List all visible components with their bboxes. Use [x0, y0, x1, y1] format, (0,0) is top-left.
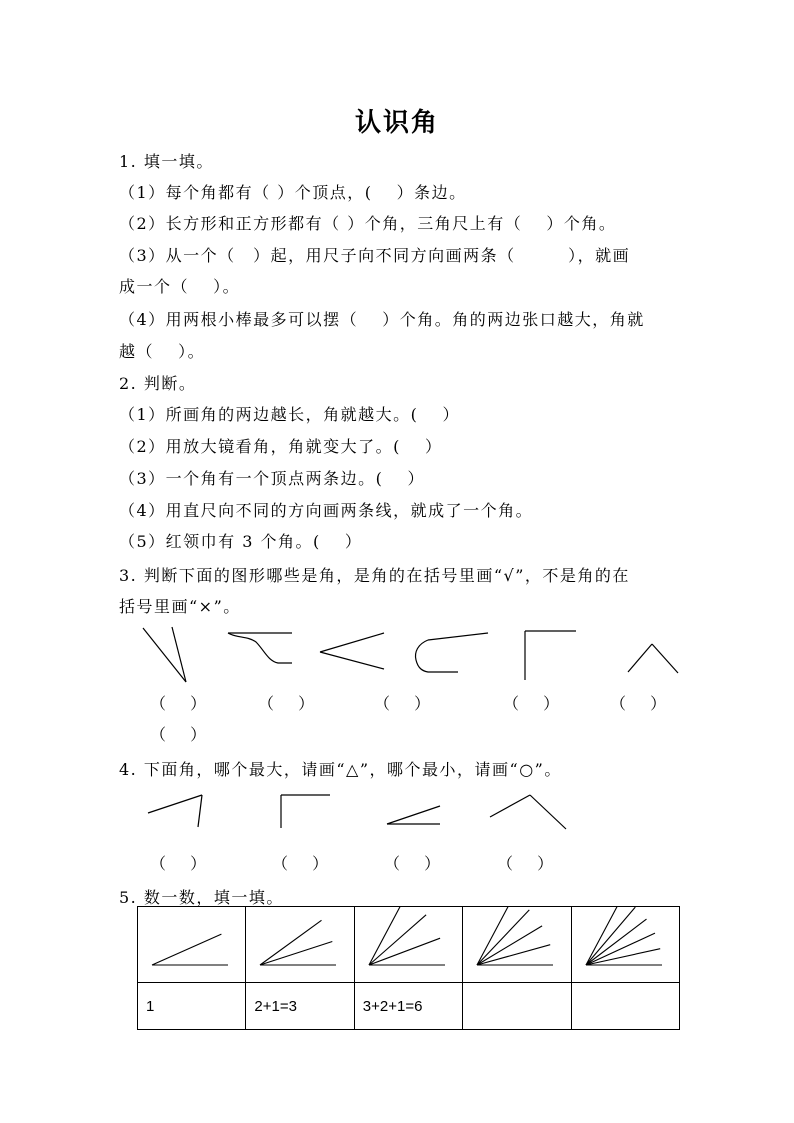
q4-heading: 4. 下面角，哪个最大，请画“△”，哪个最小，请画“○”。	[119, 760, 562, 779]
table-value-cell: 3+2+1=6	[354, 983, 462, 1030]
table-figure-cell	[354, 907, 462, 983]
q3-heading: 3. 判断下面的图形哪些是角，是角的在括号里画“√”，不是角的在	[119, 566, 630, 585]
table-answer-cell[interactable]	[571, 983, 679, 1030]
ray-line	[260, 920, 322, 965]
ray-figure	[138, 907, 245, 978]
q3-answer-1[interactable]: （ ）	[150, 694, 208, 713]
ray-figure	[355, 907, 462, 978]
ray-line	[477, 945, 550, 965]
ray-line	[152, 934, 221, 965]
q2-line-2: （2）用放大镜看角，角就变大了。( ）	[119, 437, 443, 456]
q3-answer-4[interactable]: （ ）	[503, 694, 561, 713]
q5-heading: 5. 数一数，填一填。	[119, 888, 284, 907]
q4-angle-4	[488, 793, 570, 831]
page-title: 认识角	[355, 108, 440, 138]
q3-answer-6[interactable]: （ ）	[150, 725, 208, 744]
table-value-cell: 1	[138, 983, 246, 1030]
q3-answer-3[interactable]: （ ）	[374, 694, 432, 713]
q1-line-4-cont: 越（ ）。	[119, 342, 206, 361]
table-figure-cell	[571, 907, 679, 983]
q4-angle-2	[278, 792, 332, 830]
q4-angle-1	[146, 793, 206, 829]
q1-line-4: （4）用两根小棒最多可以摆（ ）个角。角的两边张口越大，角就	[119, 310, 645, 329]
q4-answer-4[interactable]: （ ）	[497, 854, 555, 873]
ray-figure	[246, 907, 353, 978]
ray-line	[369, 915, 426, 965]
ray-line	[477, 926, 542, 965]
ray-line	[477, 910, 529, 965]
q3-heading-cont: 括号里画“×”。	[119, 597, 241, 616]
q2-line-3: （3）一个角有一个顶点两条边。( ）	[119, 469, 426, 488]
q3-figure-2	[226, 630, 294, 666]
q3-figure-5	[522, 628, 578, 682]
q1-line-3-cont: 成一个（ ）。	[119, 277, 241, 296]
q3-figure-1	[140, 625, 190, 685]
q3-figure-6	[626, 641, 682, 675]
q1-line-2: （2）长方形和正方形都有（ ）个角，三角尺上有（ ）个角。	[119, 214, 617, 233]
ray-figure	[463, 907, 570, 978]
ray-figure	[572, 907, 679, 978]
q1-line-1: （1）每个角都有（ ）个顶点，( ）条边。	[119, 183, 467, 202]
q1-line-3: （3）从一个（ ）起，用尺子向不同方向画两条（ ），就画	[119, 246, 631, 265]
q4-answer-3[interactable]: （ ）	[384, 854, 442, 873]
q2-line-1: （1）所画角的两边越长，角就越大。( ）	[119, 405, 461, 424]
angle-count-table	[137, 906, 680, 1030]
ray-line	[260, 942, 332, 966]
table-figure-cell	[138, 907, 246, 983]
table-answer-cell[interactable]	[463, 983, 571, 1030]
ray-line	[369, 907, 405, 965]
q3-answer-5[interactable]: （ ）	[610, 694, 668, 713]
q3-figure-4	[412, 630, 492, 674]
q4-angle-3	[384, 804, 442, 826]
q1-heading: 1. 填一填。	[119, 152, 214, 171]
q2-heading: 2. 判断。	[119, 374, 197, 393]
q4-answer-2[interactable]: （ ）	[272, 854, 330, 873]
table-figure-cell	[463, 907, 571, 983]
q4-answer-1[interactable]: （ ）	[150, 854, 208, 873]
q2-line-5: （5）红领巾有 3 个角。( ）	[119, 532, 363, 551]
ray-line	[586, 933, 655, 965]
table-value-cell: 2+1=3	[246, 983, 354, 1030]
q3-figure-3	[318, 630, 386, 672]
table-figure-cell	[246, 907, 354, 983]
q2-line-4: （4）用直尺向不同的方向画两条线，就成了一个角。	[119, 501, 534, 520]
q3-answer-2[interactable]: （ ）	[258, 694, 316, 713]
ray-line	[369, 938, 440, 965]
